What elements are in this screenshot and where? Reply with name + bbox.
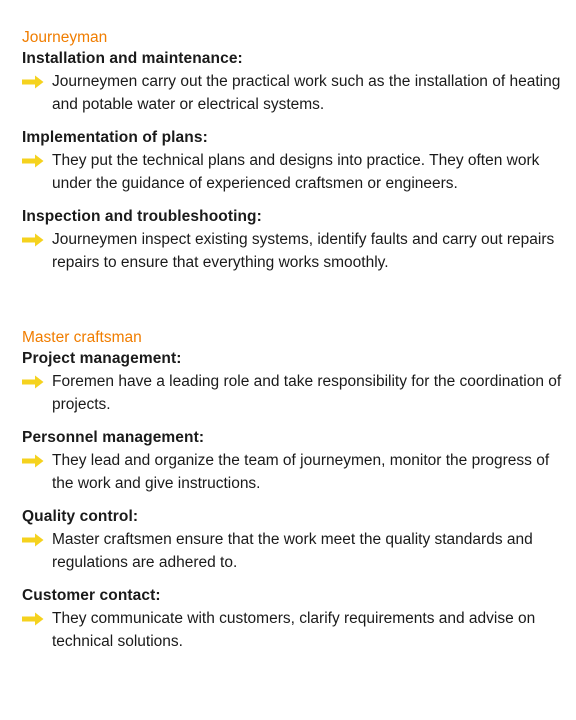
item-description xyxy=(22,528,562,574)
list-item xyxy=(22,348,562,416)
item-text: They put the technical plans and designs into practice. They often work under the guidance of experienced craftsmen or engineers. xyxy=(52,152,540,192)
item-text: Foremen have a leading role and take responsibility for the coordination of projects. xyxy=(52,373,562,413)
item-description xyxy=(22,228,562,274)
list-item xyxy=(22,427,562,495)
list-item xyxy=(22,206,562,274)
section-journeyman xyxy=(22,28,562,274)
arrow-right-icon xyxy=(22,75,44,89)
section-title: Journeyman xyxy=(22,29,108,46)
item-heading: Installation and maintenance: xyxy=(22,50,243,67)
arrow-right-icon xyxy=(22,154,44,168)
arrow-right-icon xyxy=(22,533,44,547)
arrow-right-icon xyxy=(22,233,44,247)
item-heading: Inspection and troubleshooting: xyxy=(22,208,262,225)
item-text: They communicate with customers, clarify requirements and advise on technical solutions. xyxy=(52,610,536,650)
item-heading: Customer contact: xyxy=(22,587,161,604)
item-description xyxy=(22,449,562,495)
item-heading: Personnel management: xyxy=(22,429,205,446)
arrow-right-icon xyxy=(22,612,44,626)
arrow-right-icon xyxy=(22,454,44,468)
section-master-craftsman xyxy=(22,328,562,653)
item-description xyxy=(22,70,562,116)
list-item xyxy=(22,506,562,574)
item-description xyxy=(22,607,562,653)
role-description-page xyxy=(22,28,562,653)
section-title: Master craftsman xyxy=(22,329,142,346)
item-heading: Quality control: xyxy=(22,508,139,525)
item-description xyxy=(22,149,562,195)
item-heading: Implementation of plans: xyxy=(22,129,208,146)
item-text: Journeymen inspect existing systems, identify faults and carry out repairs repairs to ensure that everything works smoothly. xyxy=(52,231,555,271)
item-text: Journeymen carry out the practical work such as the installation of heating and potable water or electrical systems. xyxy=(52,73,561,113)
item-description xyxy=(22,370,562,416)
list-item xyxy=(22,585,562,653)
item-heading: Project management: xyxy=(22,350,182,367)
arrow-right-icon xyxy=(22,375,44,389)
item-text: They lead and organize the team of journeymen, monitor the progress of the work and give instructions. xyxy=(52,452,550,492)
item-text: Master craftsmen ensure that the work meet the quality standards and regulations are adhered to. xyxy=(52,531,533,571)
list-item xyxy=(22,48,562,116)
list-item xyxy=(22,127,562,195)
